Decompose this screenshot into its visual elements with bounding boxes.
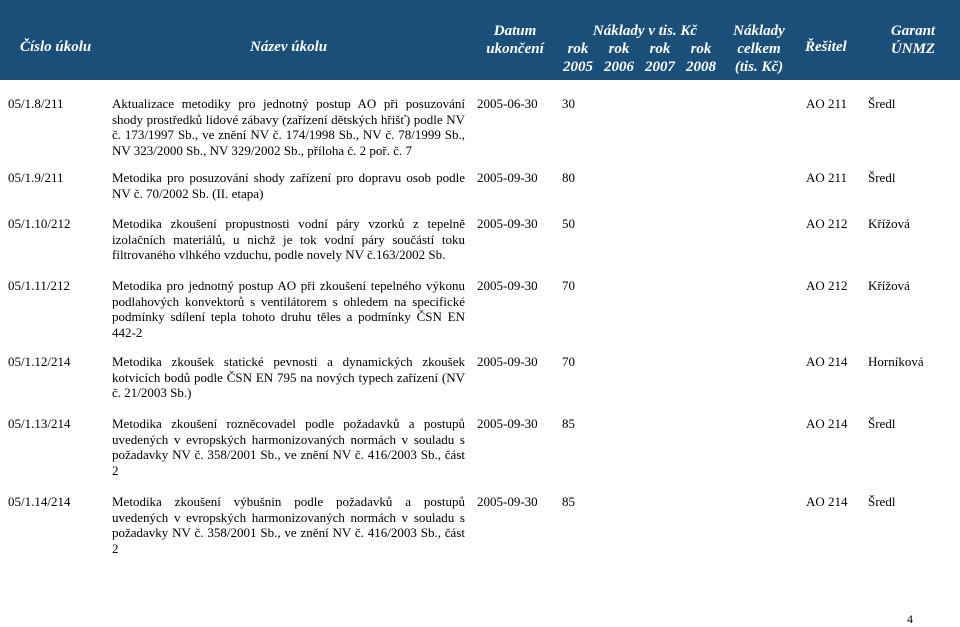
row-end-date: 2005-09-30 [477,170,538,185]
row-guarantor: Šredl [868,494,896,509]
row-end-date: 2005-09-30 [477,354,538,369]
row-cost-2005: 30 [562,96,575,111]
row-cost-2005: 85 [562,494,575,509]
row-end-date: 2005-09-30 [477,416,538,431]
row-task-name: Metodika zkoušení výbušnin podle požadavků a postupů uvedených v evropských harmonizovaných normách v souladu s požadavky NV č. 358/2001 Sb., ve znění NV č. 416/2003 Sb., část 2 [112,494,465,556]
row-solver: AO 212 [806,278,848,293]
row-solver: AO 211 [806,170,848,185]
row-task-id: 05/1.11/212 [8,278,70,293]
row-cost-2005: 50 [562,216,575,231]
row-cost-2005: 80 [562,170,575,185]
row-task-id: 05/1.10/212 [8,216,71,231]
row-cost-2005: 70 [562,278,575,293]
row-solver: AO 211 [806,96,848,111]
header-total-costs: Náklady celkem (tis. Kč) [733,23,785,75]
row-solver: AO 212 [806,216,848,231]
row-cost-2005: 70 [562,354,575,369]
header-year-2007: rok 2007 [645,41,675,75]
table-header [0,0,960,80]
row-task-name: Metodika zkoušení propustnosti vodní páry vzorků z tepelně izolačních materiálů, u nichž je tok vodní páry součástí toku filtrovaného vlhkého vzduchu, podle novely NV č.163/2002 Sb. [112,216,465,262]
row-task-name: Metodika pro jednotný postup AO při zkoušení tepelného výkonu podlahových konvektorů s ventilátorem s ohledem na specifické podmínky sdílení tepla tohoto druhu těles a podmínky ČSN EN 442-2 [112,278,465,340]
row-task-id: 05/1.12/214 [8,354,71,369]
row-task-name: Metodika zkoušek statické pevnosti a dynamických zkoušek kotvicích bodů podle ČSN EN 795 na nových typech zařízení (NV č. 21/2003 Sb.) [112,354,465,400]
row-solver: AO 214 [806,494,848,509]
row-cost-2005: 85 [562,416,575,431]
header-task-id: Číslo úkolu [20,39,92,55]
row-task-name: Metodika pro posuzování shody zařízení pro dopravu osob podle NV č. 70/2002 Sb. (II. etapa) [112,170,465,201]
row-task-id: 05/1.13/214 [8,416,71,431]
row-guarantor: Šredl [868,96,896,111]
row-end-date: 2005-09-30 [477,278,538,293]
header-task-name: Název úkolu [250,39,328,55]
row-task-id: 05/1.14/214 [8,494,71,509]
row-solver: AO 214 [806,416,848,431]
row-guarantor: Horníková [868,354,924,369]
page-number: 4 [907,612,913,626]
row-task-name: Aktualizace metodiky pro jednotný postup AO při posuzování shody prostředků lidové zábavy (zařízení dětských hřišť) podle NV č. 173/1997 Sb., ve znění NV č. 174/1998 Sb., NV č. 78/1999 Sb., NV 323/2000 Sb., NV 329/2002 Sb., příloha č. 2 poř. č. 7 [112,96,465,158]
row-guarantor: Šredl [868,170,896,185]
row-task-id: 05/1.9/211 [8,170,64,185]
row-solver: AO 214 [806,354,848,369]
row-end-date: 2005-06-30 [477,96,538,111]
header-guarantor: Garant ÚNMZ [890,23,936,57]
header-year-2005: rok 2005 [563,41,593,75]
row-guarantor: Křížová [868,216,910,231]
row-guarantor: Šredl [868,416,896,431]
header-year-2006: rok 2006 [604,41,634,75]
row-end-date: 2005-09-30 [477,216,538,231]
row-task-name: Metodika zkoušení rozněcovadel podle požadavků a postupů uvedených v evropských harmonizovaných normách v souladu s požadavky NV č. 358/2001 Sb., ve znění NV č. 416/2003 Sb., část 2 [112,416,465,478]
header-year-2008: rok 2008 [686,41,716,75]
row-guarantor: Křížová [868,278,910,293]
header-end-date: Datum ukončení [486,23,544,57]
header-solver: Řešitel [805,39,847,55]
row-end-date: 2005-09-30 [477,494,538,509]
header-costs: Náklady v tis. Kč [592,23,698,39]
row-task-id: 05/1.8/211 [8,96,64,111]
